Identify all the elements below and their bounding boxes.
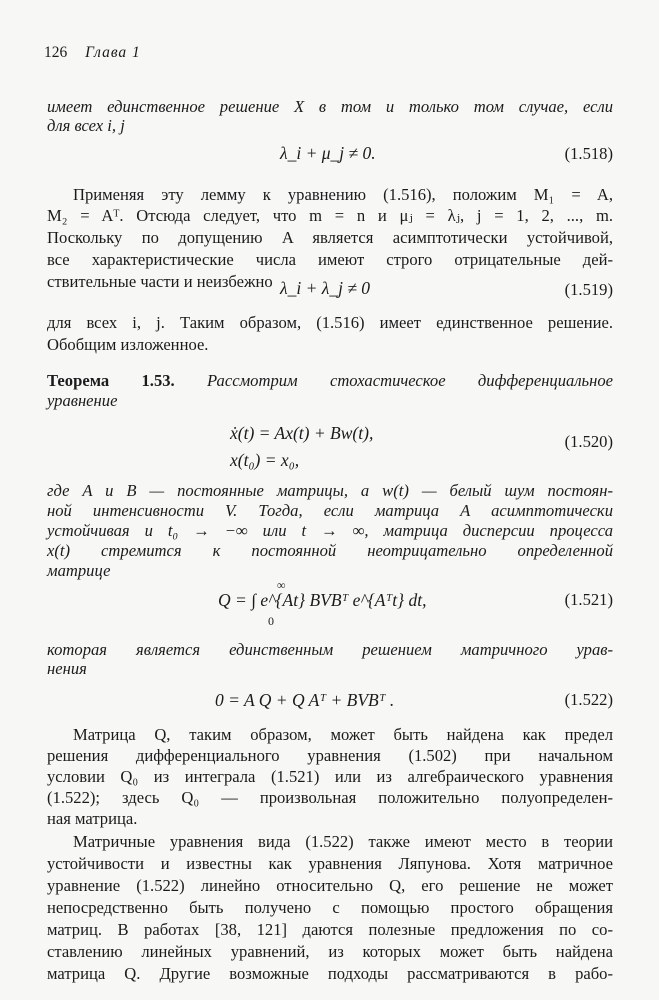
text-line: условии Q₀ из интеграла (1.521) или из алгебраического уравнения	[47, 767, 613, 786]
text-line: ной интенсивности V. Тогда, если матрица A асимптотически	[47, 501, 613, 520]
text-line: устойчивости и известны как уравнения Ляпунова. Хотя матричное	[47, 854, 613, 873]
integral-upper-limit: ∞	[277, 578, 286, 592]
theorem-label: Теорема 1.53.	[47, 371, 175, 390]
text-line: ная матрица.	[47, 809, 138, 828]
equation-1-518: λ_i + μ_j ≠ 0.	[280, 143, 376, 163]
page-number: 126	[44, 44, 68, 61]
chapter-title: Глава 1	[85, 44, 141, 61]
text-line: ставлению линейных уравнений, из которых может быть найдена	[47, 942, 613, 961]
text-line: матрица Q. Другие возможные подходы рассматриваются в рабо-	[47, 964, 613, 983]
text-line: для всех i, j. Таким образом, (1.516) имеет единственное решение.	[47, 313, 613, 332]
text-line: Поскольку по допущению A является асимптотически устойчивой,	[47, 228, 613, 247]
text-line: M₂ = Aᵀ. Отсюда следует, что m = n и μⱼ = λⱼ, j = 1, 2, ..., m.	[47, 206, 613, 225]
theorem-line	[47, 371, 613, 391]
text-line: которая является единственным решением матричного урав-	[47, 640, 613, 659]
equation-1-521: Q = ∫ e^{At} BVBᵀ e^{Aᵀt} dt,	[218, 590, 427, 610]
equation-1-519: λ_i + λ_j ≠ 0	[280, 278, 371, 298]
text-line: матриц. В работах [38, 121] даются полезные предложения по со-	[47, 920, 613, 939]
equation-number: (1.518)	[564, 144, 613, 163]
equation-number: (1.520)	[564, 432, 613, 451]
text-line: нения	[47, 659, 87, 678]
text-line: где A и B — постоянные матрицы, а w(t) — белый шум постоян-	[47, 481, 613, 500]
equation-1-520-b: x(t₀) = x₀,	[230, 450, 300, 470]
page-header	[44, 44, 141, 62]
text-line: Применяя эту лемму к уравнению (1.516), положим M₁ = A,	[73, 185, 613, 204]
text-line: Матрица Q, таким образом, может быть найдена как предел	[73, 725, 613, 744]
text-line: уравнение	[47, 391, 118, 410]
text-line: для всех i, j	[47, 116, 125, 135]
text-line: решения дифференциального уравнения (1.502) при начальном	[47, 746, 613, 765]
text-line: x(t) стремится к постоянной неотрицательно определенной	[47, 541, 613, 560]
theorem-text: Рассмотрим стохастическое дифференциальное	[207, 371, 614, 390]
integral-lower-limit: 0	[268, 614, 274, 628]
equation-number: (1.522)	[564, 690, 613, 709]
text-line: все характеристические числа имеют строго отрицательные дей-	[47, 250, 613, 269]
equation-number: (1.521)	[564, 590, 613, 609]
text-line: имеет единственное решение X в том и только том случае, если	[47, 97, 613, 116]
text-line: матрице	[47, 561, 111, 580]
equation-1-522: 0 = A Q + Q Aᵀ + BVBᵀ .	[215, 690, 395, 710]
text-line: устойчивая и t₀ → −∞ или t → ∞, матрица дисперсии процесса	[47, 521, 613, 540]
text-line: Матричные уравнения вида (1.522) также имеют место в теории	[73, 832, 613, 851]
text-line: уравнение (1.522) линейно относительно Q, его решение не может	[47, 876, 613, 895]
text-line: непосредственно быть получено с помощью простого обращения	[47, 898, 613, 917]
text-line: (1.522); здесь Q₀ — произвольная положительно полуопределен-	[47, 788, 613, 807]
equation-1-520-a: ẋ(t) = Ax(t) + Bw(t),	[230, 423, 374, 443]
text-line: ствительные части и неизбежно	[47, 272, 273, 291]
equation-number: (1.519)	[564, 280, 613, 299]
text-line: Обобщим изложенное.	[47, 335, 209, 354]
